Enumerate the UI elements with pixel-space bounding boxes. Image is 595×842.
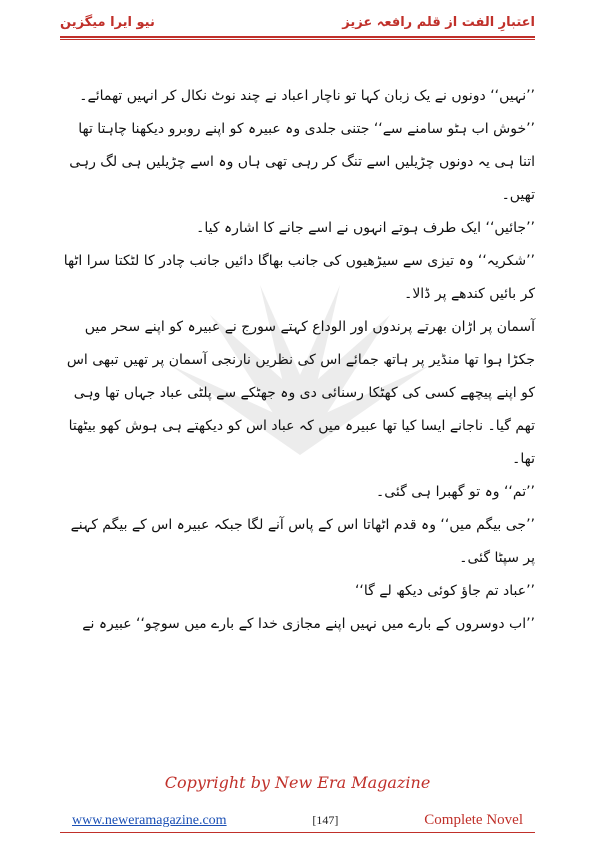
article-body <box>60 80 535 641</box>
page-header <box>60 10 535 34</box>
footer-divider <box>60 832 535 833</box>
paragraph: ’’خوش اب ہٹو سامنے سے‘‘ جتنی جلدی وہ عبیرہ کو اپنے روبرو دیکھنا چاہتا تھا اتنا ہی یہ دونوں چڑیلیں اسے تنگ کر رہی تھی ہاں وہ اسے چڑیلیں ہی لگ رہی تھیں۔ <box>69 121 535 203</box>
novel-type-label: Complete Novel <box>424 812 523 828</box>
paragraph: ’’جائیں‘‘ ایک طرف ہوتے انہوں نے اسے جانے کا اشارہ کیا۔ <box>196 220 535 236</box>
paragraph: ’’اب دوسروں کے بارے میں نہیں اپنے مجازی خدا کے بارے میں سوچو‘‘ عبیرہ نے <box>82 616 535 632</box>
paragraph: ’’شکریہ‘‘ وہ تیزی سے سیڑھیوں کی جانب بھاگا دائیں جانب چادر کا لٹکتا سرا اٹھا کر بائیں کندھے پر ڈالا۔ <box>63 253 535 302</box>
header-divider <box>60 36 535 40</box>
paragraph: ’’نہیں‘‘ دونوں نے یک زبان کہا تو ناچار اعباد نے چند نوٹ نکال کر انہیں تھمائے۔ <box>79 88 535 104</box>
magazine-name: نیو ایرا میگزین <box>60 14 155 30</box>
paragraph: آسمان پر اڑان بھرتے پرندوں اور الوداع کہتے سورج نے عبیرہ کو اپنے سحر میں جکڑا ہوا تھا منڈیر پر ہاتھ جمائے اس کی نظریں نارنجی آسمان پر تھیں تبھی اس کو اپنے پیچھے کسی کی کھٹکا رسنائی دی وہ جھٹکے سے پلٹی عباد جہاں تھا وہی تھم گیا۔ ناجانے ایسا کیا تھا عبیرہ میں کہ عباد اس کو دیکھتے ہی ہوش کھو بیٹھتا تھا۔ <box>66 319 535 467</box>
website-link[interactable]: www.neweramagazine.com <box>72 812 227 828</box>
paragraph: ’’جی بیگم میں‘‘ وہ قدم اٹھاتا اس کے پاس آنے لگا جبکہ عبیرہ اس کے بیگم کہنے پر سپٹا گئی۔ <box>70 517 535 566</box>
page-number: [147] <box>312 813 339 827</box>
page-footer <box>72 812 523 829</box>
copyright-notice: Copyright by New Era Magazine <box>164 773 431 792</box>
paragraph: ’’تم‘‘ وہ تو گھبرا ہی گئی۔ <box>376 484 535 500</box>
novel-title: اعتبارِ الفت از قلم رافعہ عزیز <box>342 14 535 30</box>
paragraph: ’’عباد تم جاؤ کوئی دیکھ لے گا‘‘ <box>354 583 535 599</box>
